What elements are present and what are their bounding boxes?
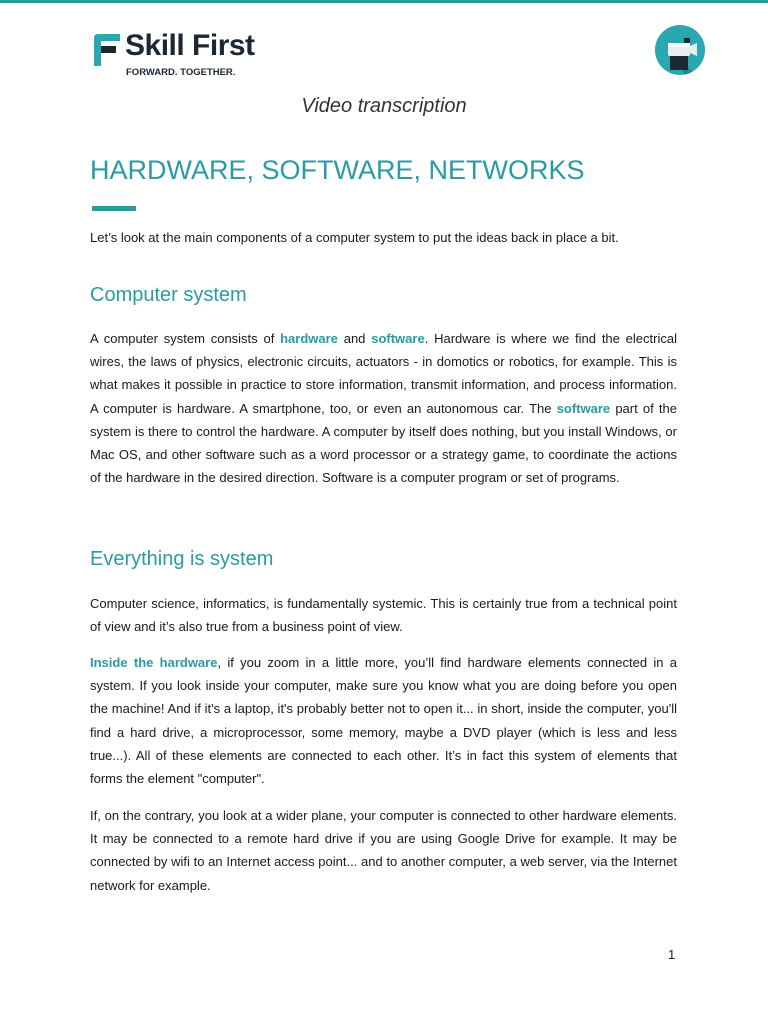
- page-number: 1: [668, 947, 676, 962]
- inside-hardware-paragraph: [90, 651, 677, 790]
- text-run: . Hardware is where we find the electrical wires, the laws of physics, electronic circuits, actuators - in domotics or robotics, for example. This is what makes it possible in practice to store information, transmit information, and process information. A computer is hardware. A smartphone, too, or even an autonomous car. The: [90, 331, 677, 416]
- text-run: A computer system consists of: [90, 331, 281, 346]
- top-accent-line: [0, 0, 768, 3]
- title-underline: [92, 206, 136, 211]
- section-heading-computer-system: Computer system: [90, 284, 247, 306]
- wider-plane-paragraph: If, on the contrary, you look at a wider plane, your computer is connected to other hardware elements. It may be connected to a remote hard drive if you are using Google Drive for example. It may be connected by wifi to an Internet access point... and to another computer, a web server, via the Internet network for example.: [90, 808, 677, 893]
- document-subtitle: Video transcription: [301, 95, 467, 117]
- section-heading-everything-is-system: Everything is system: [90, 548, 274, 570]
- video-camera-icon: [655, 25, 705, 75]
- computer-system-paragraph: [90, 327, 677, 489]
- intro-paragraph: Let’s look at the main components of a computer system to put the ideas back in place a bit.: [90, 230, 619, 245]
- highlight-inside-hardware: Inside the hardware: [90, 655, 218, 670]
- systemic-paragraph: Computer science, informatics, is fundamentally systemic. This is certainly true from a technical point of view and it’s also true from a business point of view.: [90, 596, 677, 635]
- page-title: HARDWARE, SOFTWARE, NETWORKS: [90, 155, 585, 185]
- skill-first-logo-icon: [92, 32, 122, 68]
- brand-name: Skill First: [125, 29, 255, 62]
- text-run: part of the system is there to control the hardware. A computer by itself does nothing, but you install Windows, or Mac OS, and other software such as a word processor or a strategy game, to coordinate the actions of the hardware in the desired direction. Software is a computer program or set of programs.: [90, 400, 677, 486]
- highlight-hardware: hardware: [280, 331, 338, 346]
- text-run: and: [337, 331, 372, 346]
- brand-tagline: FORWARD. TOGETHER.: [126, 67, 236, 78]
- highlight-software: software: [371, 331, 425, 346]
- text-run: , if you zoom in a little more, you’ll find hardware elements connected in a system. If you look inside your computer, make sure you know what you are doing before you open the machine! And if it's a laptop, it's probably better not to open it... in short, inside the computer, you'll find a hard drive, a microprocessor, some memory, maybe a DVD player (which is less and less true...). All of these elements are connected to each other. It’s in fact this system of elements that forms the element "computer".: [90, 655, 678, 787]
- highlight-software-2: software: [556, 400, 611, 416]
